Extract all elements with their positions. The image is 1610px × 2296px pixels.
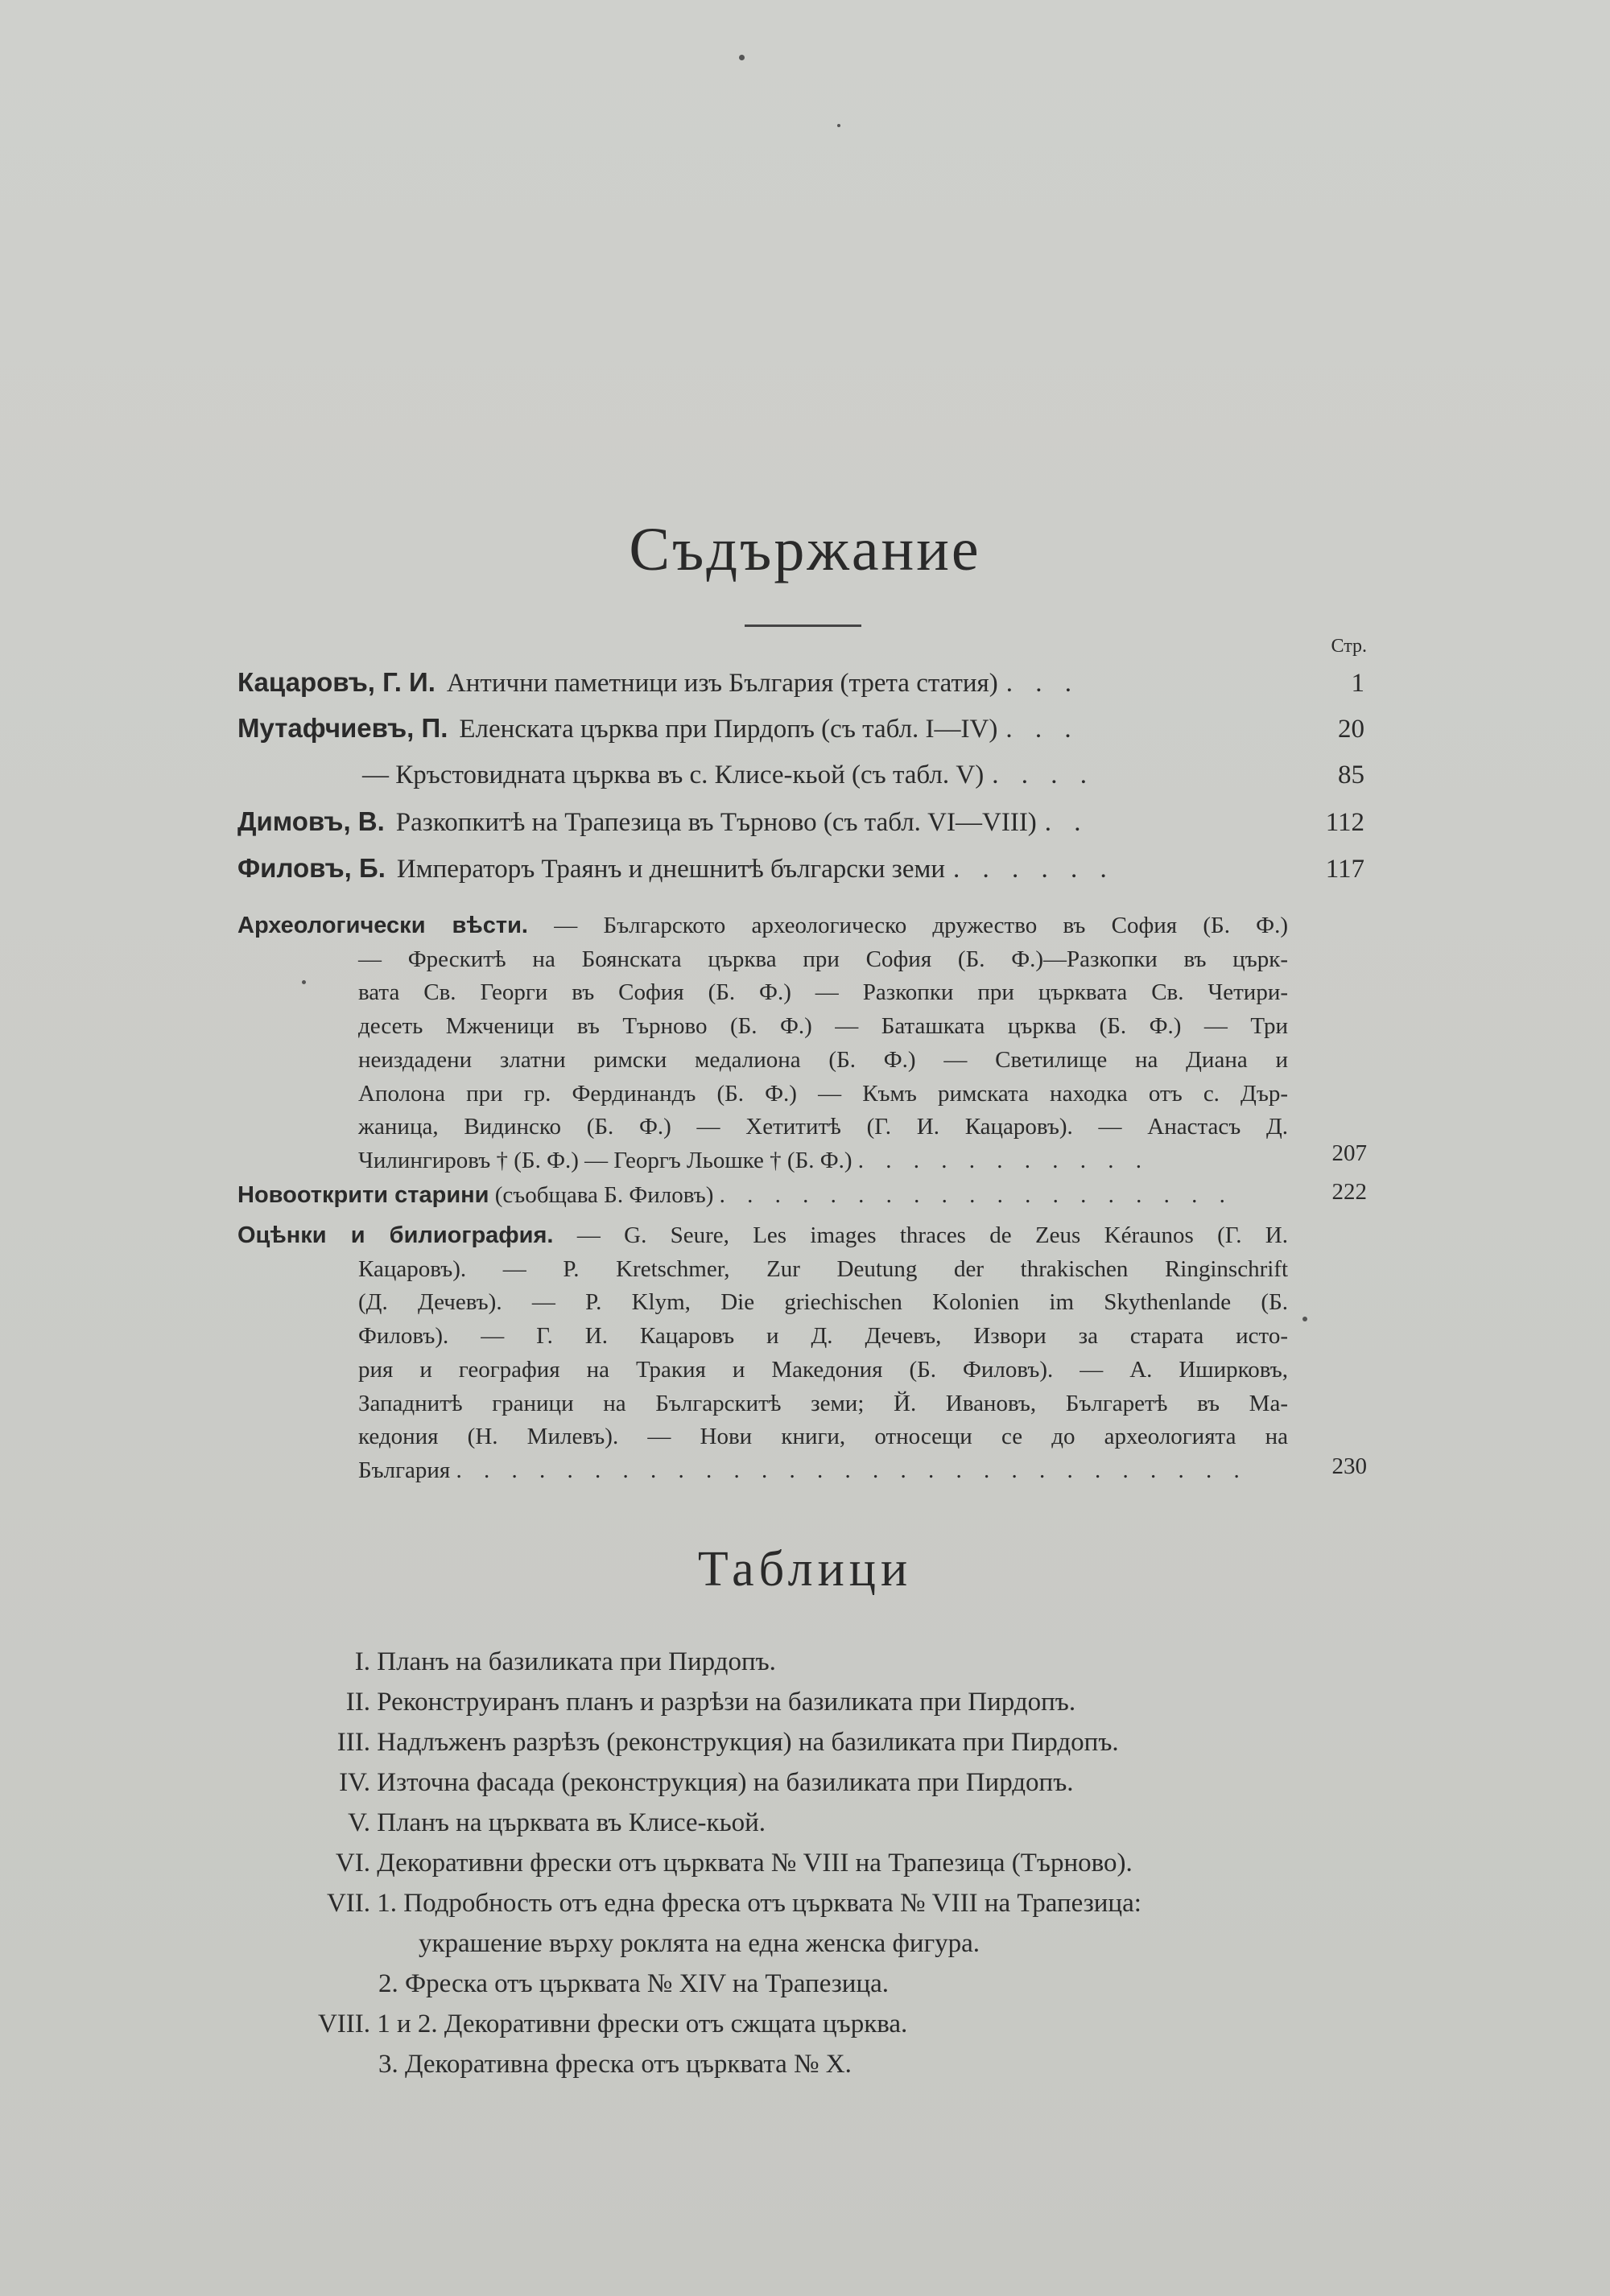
plate-item (419, 1923, 980, 1964)
plate-text: Декоративни фрески отъ църквата № VIII на Трапезица (Търново). (377, 1849, 1133, 1878)
plate-item (298, 2004, 907, 2044)
entry-line: вата Св. Георги въ София (Б. Ф.) — Разкопки при църквата Св. Четири- (358, 979, 1288, 1006)
entry-title: — Кръстовидната църква въ с. Клисе-кьой (съ табл. V) (362, 761, 985, 789)
paper-speck (837, 124, 840, 127)
paper-speck (1302, 1317, 1307, 1321)
entry-page: 85 (1338, 761, 1364, 789)
contents-title: Съдържание (629, 516, 981, 583)
plate-text: Планъ на църквата въ Клисе-кьой. (377, 1808, 766, 1837)
plate-item (298, 1883, 1141, 1923)
entry-heading: Археологически вѣсти. (237, 913, 528, 938)
plates-title: Таблици (697, 1542, 913, 1597)
entry-page: 112 (1325, 808, 1364, 837)
plate-number: VI. (335, 1849, 370, 1878)
leader-dots: . . . . . . . . . . . (857, 1147, 1150, 1173)
entry-title: Императоръ Траянъ и днешнитѣ български земи (396, 855, 946, 884)
entry-line: неиздадени златни римски медалиона (Б. Ф.) — Светилище на Диана и (358, 1046, 1288, 1073)
plate-text: Реконструиранъ планъ и разрѣзи на базиликата при Пирдопъ. (377, 1688, 1076, 1717)
entry-line: — G. Seure, Les images thraces de Zeus Kéraunos (Г. И. (576, 1222, 1288, 1248)
plate-number: VII. (326, 1889, 370, 1918)
entry-line: десеть Мжченици въ Търново (Б. Ф.) — Баташката църква (Б. Ф.) — Три (358, 1013, 1288, 1040)
entry-text: (съобщава Б. Филовъ) (494, 1182, 714, 1208)
entry-line: Кацаровъ). — P. Kretschmer, Zur Deutung der thrakischen Ringinschrift (358, 1255, 1288, 1282)
plate-item (298, 1762, 1074, 1803)
paper-speck (302, 980, 306, 984)
entry-heading: Новооткрити старини (237, 1182, 489, 1208)
entry-page: 207 (1331, 1140, 1367, 1166)
contents-entry (237, 851, 1364, 887)
entry-line: Аполона при гр. Фердинандъ (Б. Ф.) — Къмъ римската находка отъ с. Дър- (358, 1080, 1288, 1107)
plate-number: V. (348, 1808, 370, 1837)
entry-line: жаница, Видинско (Б. Ф.) — Хетититѣ (Г. И. Кацаровъ). — Анастасъ Д. (358, 1114, 1288, 1140)
leader-dots: . . . . . . (953, 855, 1115, 884)
plate-item (298, 1843, 1133, 1883)
entry-author: Филовъ, Б. (237, 853, 386, 883)
leader-dots: . . . . . . . . . . . . . . . . . . . . . . . . . . . . . (456, 1457, 1248, 1483)
entry-line: рия и география на Тракия и Македония (Б. Филовъ). — А. Иширковъ, (358, 1356, 1288, 1383)
new-finds-entry (237, 1179, 1288, 1213)
leader-dots: . . . . (992, 761, 1095, 789)
archaeology-news-entry (237, 909, 1288, 1178)
plate-text: 2. Фреска отъ църквата № XIV на Трапезица. (378, 1969, 890, 1998)
entry-page: 20 (1338, 715, 1364, 744)
entry-author: Мутафчиевъ, П. (237, 713, 448, 743)
leader-dots: . . . . . . . . . . . . . . . . . . . (719, 1182, 1233, 1208)
leader-dots: . . (1044, 808, 1089, 837)
entry-line: (Д. Дечевъ). — P. Klym, Die griechischen Kolonien im Skythenlande (Б. (358, 1289, 1288, 1316)
entry-title: Еленската църква при Пирдопъ (съ табл. I—IV) (459, 715, 998, 744)
contents-entry (237, 665, 1364, 701)
plate-item (298, 1642, 776, 1682)
entry-line: — Фрескитѣ на Боянската църква при София (Б. Ф.)—Разкопки въ църк- (358, 946, 1288, 972)
plate-text: Планъ на базиликата при Пирдопъ. (377, 1647, 776, 1676)
plate-number: III. (336, 1728, 370, 1757)
plate-number: II. (345, 1688, 370, 1717)
plate-text: Източна фасада (реконструкция) на базиликата при Пирдопъ. (377, 1768, 1074, 1797)
contents-entry (237, 711, 1364, 747)
title-divider (745, 624, 861, 627)
entry-heading: Оцѣнки и билиография. (237, 1222, 554, 1248)
entry-line: Чилингировъ † (Б. Ф.) — Георгъ Льошке † (Б. Ф.) (358, 1147, 852, 1173)
entry-line: — Българското археологическо дружество въ София (Б. Ф.) (554, 913, 1288, 938)
contents-entry (237, 804, 1364, 840)
entry-line: Филовъ). — Г. И. Кацаровъ и Д. Дечевъ, Извори за старата исто- (358, 1323, 1288, 1350)
page-column-label: Стр. (1331, 636, 1367, 657)
leader-dots: . . . (1005, 669, 1080, 698)
entry-page: 230 (1331, 1453, 1367, 1479)
plate-item (298, 1682, 1075, 1722)
entry-page: 117 (1325, 855, 1364, 884)
plate-text: 3. Декоративна фреска отъ църквата № X. (378, 2050, 852, 2079)
plate-item (298, 1722, 1119, 1762)
reviews-entry (237, 1219, 1288, 1488)
leader-dots: . . . (1005, 715, 1080, 744)
entry-page: 222 (1331, 1179, 1367, 1205)
plate-number: VIII. (317, 2010, 370, 2038)
plate-text: 1. Подробность отъ една фреска отъ църквата № VIII на Трапезица: (377, 1889, 1141, 1918)
plate-number: I. (354, 1647, 370, 1676)
plate-number: IV. (339, 1768, 370, 1797)
entry-line: България (358, 1457, 451, 1483)
plate-text: 1 и 2. Декоративни фрески отъ сжщата църква. (377, 2010, 908, 2038)
entry-page: 1 (1351, 669, 1364, 698)
entry-line: Западнитѣ граници на Българскитѣ земи; Й. Ивановъ, Българетѣ въ Ма- (358, 1390, 1288, 1416)
entry-line: кедония (Н. Милевъ). — Нови книги, относещи се до археологията на (358, 1424, 1288, 1450)
plate-item (298, 1803, 766, 1843)
plate-item (378, 2044, 852, 2084)
entry-author: Димовъ, В. (237, 806, 385, 836)
contents-entry (237, 757, 1364, 793)
plate-text: Надлъженъ разрѣзъ (реконструкция) на базиликата при Пирдопъ. (377, 1728, 1119, 1757)
entry-title: Разкопкитѣ на Трапезица въ Търново (съ табл. VI—VIII) (395, 808, 1037, 837)
entry-title: Антични паметници изъ България (трета статия) (446, 669, 998, 698)
entry-author: Кацаровъ, Г. И. (237, 667, 436, 697)
plate-text: украшение върху роклята на една женска фигура. (419, 1929, 980, 1958)
paper-speck (739, 55, 745, 60)
plate-item (378, 1964, 889, 2004)
